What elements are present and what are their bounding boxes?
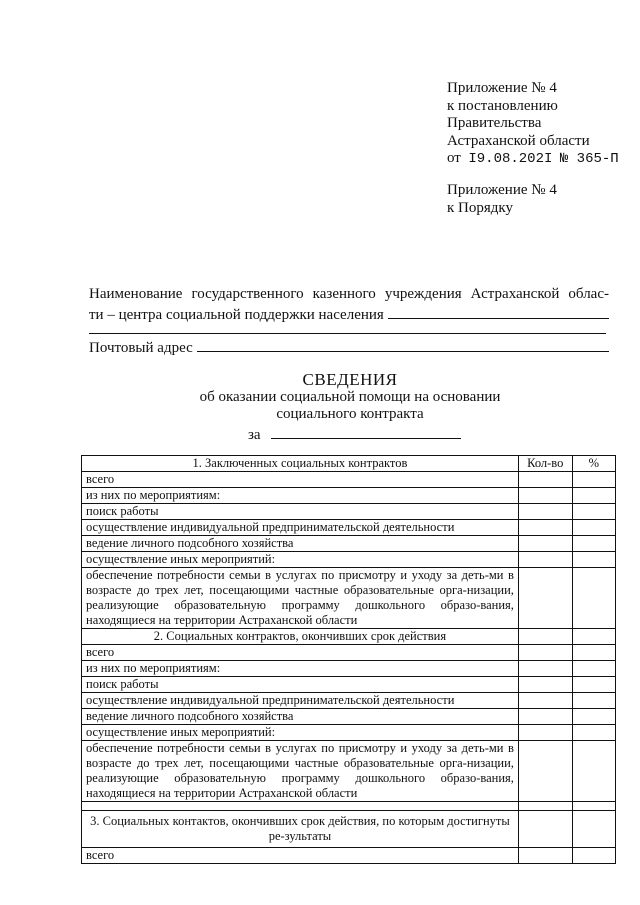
row-label: осуществление иных мероприятий: <box>82 552 519 568</box>
empty-cell <box>82 802 519 811</box>
row-label: всего <box>82 848 519 864</box>
qty-header: Кол-во <box>518 456 572 472</box>
qty-cell[interactable] <box>518 472 572 488</box>
organization-label-line1: Наименование государственного казенного учреждения Астраханской облас- <box>89 286 609 302</box>
period-field <box>248 424 461 444</box>
row-label: осуществление индивидуальной предпринимательской деятельности <box>82 693 519 709</box>
pct-cell[interactable] <box>572 709 615 725</box>
address-field <box>89 337 609 357</box>
row-label: поиск работы <box>82 504 519 520</box>
table-header-row <box>82 456 616 472</box>
organization-field <box>89 284 609 325</box>
qty-cell[interactable] <box>518 741 572 802</box>
approval-date-line <box>447 150 619 169</box>
pct-cell[interactable] <box>572 520 615 536</box>
qty-cell[interactable] <box>518 520 572 536</box>
row-label: поиск работы <box>82 677 519 693</box>
pct-cell[interactable] <box>572 661 615 677</box>
empty-row <box>82 802 616 811</box>
section-header-row <box>82 811 616 848</box>
table-row <box>82 741 616 802</box>
qty-cell[interactable] <box>518 568 572 629</box>
order-ref-line: к Порядку <box>447 199 513 216</box>
pct-cell[interactable] <box>572 848 615 864</box>
table-row <box>82 520 616 536</box>
approval-line: Приложение № 4 <box>447 80 557 96</box>
approval-line: Правительства <box>447 115 542 131</box>
pct-cell[interactable] <box>572 488 615 504</box>
order-ref-block <box>447 182 557 217</box>
pct-cell[interactable] <box>572 536 615 552</box>
table-row <box>82 709 616 725</box>
address-label: Почтовый адрес <box>89 340 193 356</box>
pct-cell[interactable] <box>572 504 615 520</box>
pct-cell[interactable] <box>572 645 615 661</box>
address-fill-line[interactable] <box>197 337 609 352</box>
row-label: обеспечение потребности семьи в услугах по присмотру и уходу за деть-ми в возрасте до трех лет, посещающими частные образовательные орга-низации, реализующие образовательную программу дошкольного образо-вания, находящиеся на территории Астраханской области <box>82 568 519 629</box>
section1-header: 1. Заключенных социальных контрактов <box>82 456 519 472</box>
organization-label-line2-wrap <box>89 304 609 325</box>
table-row <box>82 693 616 709</box>
row-label: всего <box>82 472 519 488</box>
table-row <box>82 677 616 693</box>
approval-date-prefix: от <box>447 150 461 166</box>
section3-header: 3. Социальных контактов, окончивших срок действия, по которым достигнуты ре-зультаты <box>82 811 519 848</box>
row-label: обеспечение потребности семьи в услугах по присмотру и уходу за деть-ми в возрасте до трех лет, посещающими частные образовательные орга-низации, реализующие образовательную программу дошкольного образо-вания, находящиеся на территории Астраханской области <box>82 741 519 802</box>
table-row <box>82 488 616 504</box>
row-label: осуществление индивидуальной предпринимательской деятельности <box>82 520 519 536</box>
pct-cell[interactable] <box>572 568 615 629</box>
section-header-row <box>82 629 616 645</box>
pct-cell[interactable] <box>572 552 615 568</box>
row-label: всего <box>82 645 519 661</box>
pct-cell[interactable] <box>572 472 615 488</box>
approval-block <box>447 80 619 169</box>
pct-cell[interactable] <box>572 811 615 848</box>
qty-cell[interactable] <box>518 802 572 811</box>
qty-cell[interactable] <box>518 693 572 709</box>
pct-header: % <box>572 456 615 472</box>
qty-cell[interactable] <box>518 536 572 552</box>
organization-extra-fill-line[interactable] <box>89 333 606 334</box>
organization-label-line2: ти – центра социальной поддержки населения <box>89 307 384 323</box>
document-title: СВЕДЕНИЯ <box>302 370 398 389</box>
pct-cell[interactable] <box>572 629 615 645</box>
row-label: осуществление иных мероприятий: <box>82 725 519 741</box>
qty-cell[interactable] <box>518 645 572 661</box>
qty-cell[interactable] <box>518 629 572 645</box>
table-row <box>82 725 616 741</box>
qty-cell[interactable] <box>518 725 572 741</box>
subtitle-line: социального контракта <box>276 406 424 422</box>
row-label: ведение личного подсобного хозяйства <box>82 709 519 725</box>
pct-cell[interactable] <box>572 677 615 693</box>
qty-cell[interactable] <box>518 552 572 568</box>
approval-line: к постановлению <box>447 97 558 114</box>
table-row <box>82 504 616 520</box>
table-row <box>82 552 616 568</box>
table-row <box>82 848 616 864</box>
document-subtitle <box>180 389 520 423</box>
table-row <box>82 472 616 488</box>
subtitle-line: об оказании социальной помощи на основании <box>199 389 501 405</box>
qty-cell[interactable] <box>518 504 572 520</box>
qty-cell[interactable] <box>518 661 572 677</box>
pct-cell[interactable] <box>572 725 615 741</box>
pct-cell[interactable] <box>572 741 615 802</box>
qty-cell[interactable] <box>518 677 572 693</box>
table-row <box>82 536 616 552</box>
report-table <box>81 455 616 864</box>
order-ref-line: Приложение № 4 <box>447 182 557 198</box>
organization-fill-line[interactable] <box>388 304 609 319</box>
qty-cell[interactable] <box>518 848 572 864</box>
table-row <box>82 645 616 661</box>
qty-cell[interactable] <box>518 811 572 848</box>
row-label: из них по мероприятиям: <box>82 488 519 504</box>
period-label: за <box>248 427 261 443</box>
row-label: из них по мероприятиям: <box>82 661 519 677</box>
approval-line: Астраханской области <box>447 132 590 149</box>
section2-header: 2. Социальных контрактов, окончивших срок действия <box>82 629 519 645</box>
table-row <box>82 661 616 677</box>
row-label: ведение личного подсобного хозяйства <box>82 536 519 552</box>
table-row <box>82 568 616 629</box>
qty-cell[interactable] <box>518 709 572 725</box>
pct-cell[interactable] <box>572 802 615 811</box>
approval-number: № 365-П <box>559 151 619 167</box>
period-fill-line[interactable] <box>271 424 461 439</box>
qty-cell[interactable] <box>518 488 572 504</box>
approval-date: I9.08.202I <box>468 151 553 167</box>
pct-cell[interactable] <box>572 693 615 709</box>
